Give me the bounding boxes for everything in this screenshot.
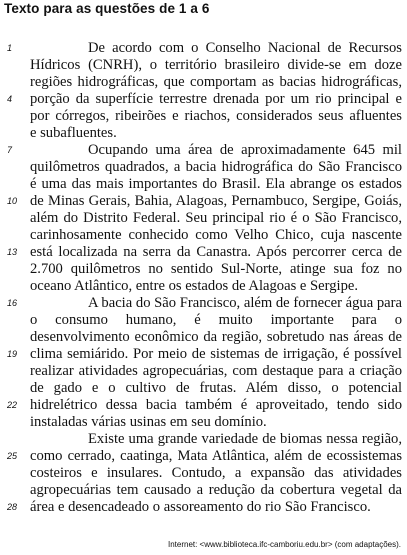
text-line: de Minas Gerais, Bahia, Alagoas, Pernambuco, Sergipe, Goiás, <box>30 193 402 209</box>
text-line: e subafluentes. <box>30 125 117 141</box>
source-citation: Internet: <www.biblioteca.ifc-camboriu.edu.br> (com adaptações). <box>167 540 401 549</box>
line-number: 10 <box>7 196 18 206</box>
line-number: 4 <box>7 94 13 104</box>
text-line: de gado e o cultivo de frutas. Além disso, o potencial <box>30 380 402 396</box>
line-number: 7 <box>7 145 13 155</box>
text-line: Hídricos (CNRH), o território brasileiro divide-se em doze <box>30 57 402 73</box>
text-line: costeiros e insulares. Contudo, a expansão das atividades <box>30 465 402 481</box>
text-line: área e desencadeado o assoreamento do rio São Francisco. <box>30 499 371 515</box>
text-line: realizar atividades agropecuárias, com destaque para a criação <box>30 363 402 379</box>
line-number: 16 <box>7 298 18 308</box>
text-line: A bacia do São Francisco, além de fornecer água para <box>88 295 402 311</box>
text-line: hidrelétrico dessa bacia também é aproveitado, tendo sido <box>30 397 402 413</box>
text-line: regiões hidrográficas, que comportam as bacias hidrográficas, <box>30 74 402 90</box>
text-line: além do Distrito Federal. Seu principal rio é o São Francisco, <box>30 210 402 226</box>
text-line: quilômetros quadrados, a bacia hidrográfica do São Francisco <box>30 159 402 175</box>
text-line: 2.700 quilômetros no sentido Sul-Norte, atinge sua foz no <box>30 261 402 277</box>
text-line: como cerrado, caatinga, Mata Atlântica, além de ecossistemas <box>30 448 402 464</box>
line-number: 28 <box>7 502 18 512</box>
line-number: 25 <box>7 451 18 461</box>
text-line: Existe uma grande variedade de biomas nessa região, <box>88 431 402 447</box>
text-line: carinhosamente conhecido como Velho Chico, cuja nascente <box>30 227 402 243</box>
line-number: 19 <box>7 349 18 359</box>
line-number: 22 <box>7 400 18 410</box>
text-line: está localizada na serra da Canastra. Após percorrer cerca de <box>30 244 402 260</box>
text-line: De acordo com o Conselho Nacional de Recursos <box>88 40 402 56</box>
text-line: agropecuárias tem causado a redução da cobertura vegetal da <box>30 482 402 498</box>
line-number: 13 <box>7 247 18 257</box>
page-title: Texto para as questões de 1 a 6 <box>4 1 210 16</box>
text-line: porção da superfície terrestre drenada por um rio principal e <box>30 91 402 107</box>
text-line: é uma das mais importantes do Brasil. Ela abrange os estados <box>30 176 402 192</box>
text-line: oceano Atlântico, entre os estados de Alagoas e Sergipe. <box>30 278 358 294</box>
text-line: por córregos, ribeirões e riachos, considerados seus afluentes <box>30 108 402 124</box>
line-number: 1 <box>7 43 13 53</box>
text-line: instaladas várias usinas em seu domínio. <box>30 414 267 430</box>
text-line: o consumo humano, é muito importante para o <box>30 312 402 328</box>
text-line: Ocupando uma área de aproximadamente 645 mil <box>88 142 402 158</box>
text-line: desenvolvimento econômico da região, sobretudo nas áreas de <box>30 329 402 345</box>
text-line: clima semiárido. Por meio de sistemas de irrigação, é possível <box>30 346 402 362</box>
